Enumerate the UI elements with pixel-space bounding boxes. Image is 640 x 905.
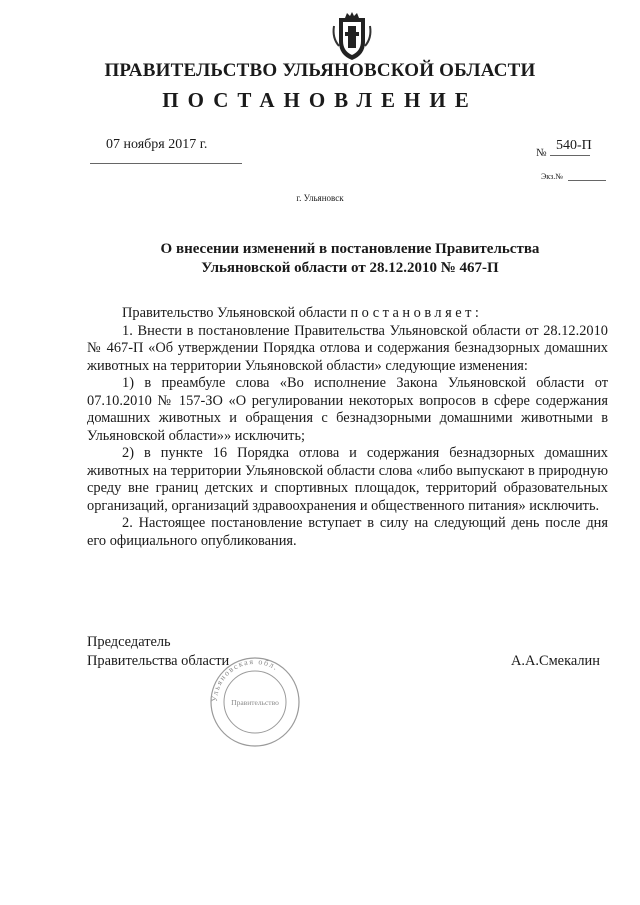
svg-text:Ульяновская обл.: [210, 657, 280, 702]
document-number: 540-П: [556, 138, 592, 153]
city-label: г. Ульяновск: [296, 193, 344, 203]
document-subject: [90, 240, 610, 278]
signer-name: А.А.Смекалин: [511, 653, 600, 669]
copy-number-underline: [568, 180, 606, 181]
official-seal-stamp: [205, 654, 305, 749]
paragraph-2: 2. Настоящее постановление вступает в силу на следующий день после дня его официального опубликования.: [87, 515, 608, 549]
number-underline: [550, 155, 590, 156]
paragraph-1-1: 1) в преамбуле слова «Во исполнение Закона Ульяновской области от 07.10.2010 № 157-ЗО «О регулировании некоторых вопросов в сфере содержания домашних животных и обращения с безнадзорными домашними животными в Ульяновской области»» исключить;: [87, 375, 608, 444]
government-title: ПРАВИТЕЛЬСТВО УЛЬЯНОВСКОЙ ОБЛАСТИ: [104, 60, 536, 81]
subject-line: О внесении изменений в постановление Правительства: [160, 241, 540, 257]
seal-ring-text: Ульяновская обл.: [209, 656, 281, 703]
paragraph-1-2: 2) в пункте 16 Порядка отлова и содержания безнадзорных домашних животных на территории Ульяновской области слова «либо выпускают в природную среду вне границ детских и спортивных площадок, территорий образовательных организаций, организаций здравоохранения и общественного питания» исключить.: [87, 445, 608, 514]
intro-lead: Правительство Ульяновской области: [122, 305, 351, 321]
copy-number-label: Экз.№: [541, 172, 563, 181]
document-body: [87, 305, 608, 550]
number-sign: №: [536, 147, 547, 159]
date-underline: [90, 163, 242, 164]
seal-inner-text: Правительство: [231, 698, 279, 707]
document-date: 07 ноября 2017 г.: [106, 137, 208, 152]
intro-paragraph: [87, 305, 608, 323]
coat-of-arms-emblem: [330, 12, 374, 62]
intro-verb: постановляет:: [350, 305, 483, 321]
signer-title-line2: Правительства области: [87, 653, 230, 669]
subject-line: Ульяновской области от 28.12.2010 № 467-П: [201, 260, 499, 276]
signer-title-line1: Председатель: [87, 634, 171, 650]
paragraph-1: 1. Внести в постановление Правительства Ульяновской области от 28.12.2010 № 467-П «Об утверждении Порядка отлова и содержания безнадзорных домашних животных на территории Ульяновской области» следующие изменения:: [87, 322, 608, 374]
document-type: ПОСТАНОВЛЕНИЕ: [162, 88, 478, 112]
